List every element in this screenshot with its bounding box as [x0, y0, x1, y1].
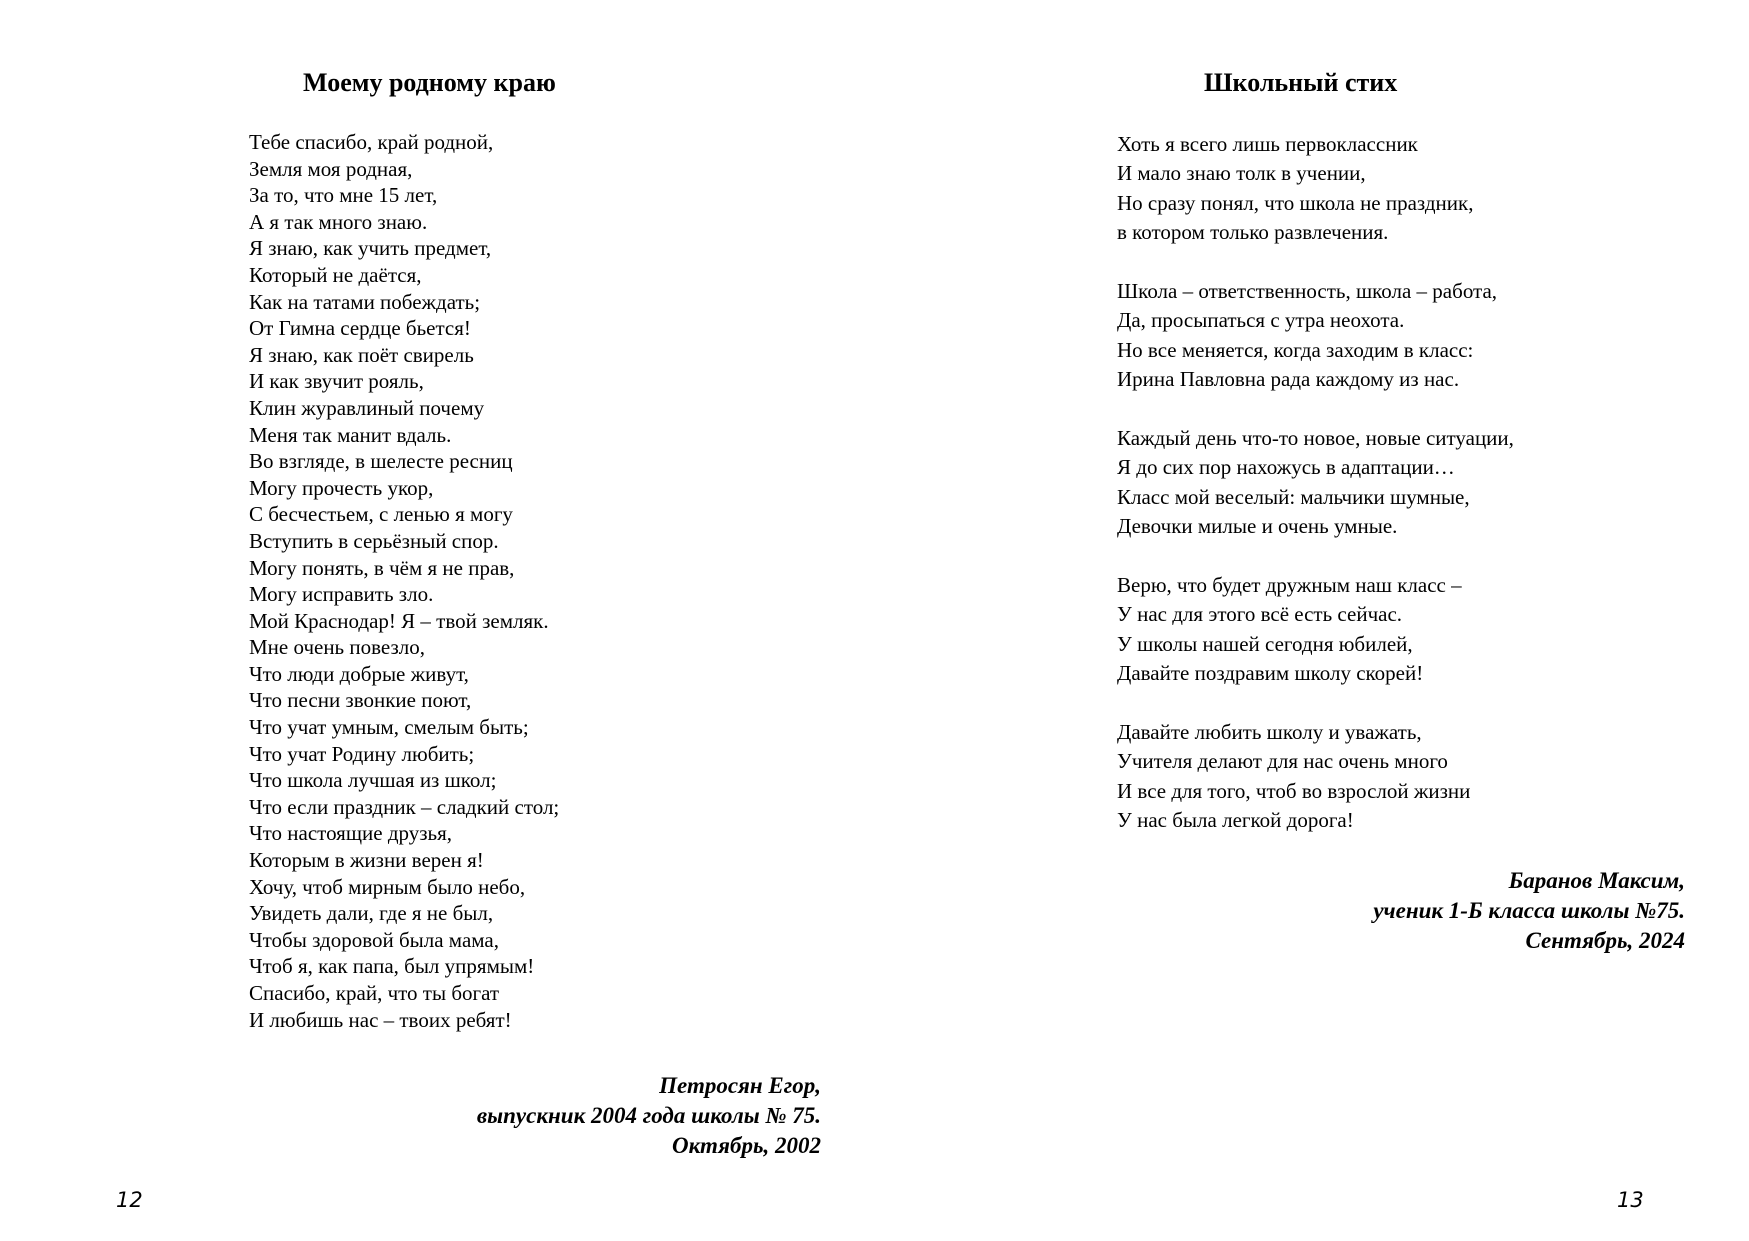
left-poem-line: За то, что мне 15 лет, [249, 183, 438, 208]
right-poem-line: У нас была легкой дорога! [1117, 807, 1354, 832]
right-page [874, 0, 1749, 1241]
left-poem-line: Тебе спасибо, край родной, [249, 130, 494, 154]
right-poem-line: Давайте поздравим школу скорей! [1117, 661, 1424, 686]
left-poem-line: С бесчестьем, с ленью я могу [249, 502, 513, 527]
right-signature-role: ученик 1-Б класса школы №75. [1373, 898, 1685, 923]
left-poem-line: Земля моя родная, [249, 156, 413, 181]
left-page [0, 0, 874, 1241]
left-signature [477, 1071, 821, 1161]
right-poem-line: в котором только развлечения. [1117, 220, 1389, 245]
right-page-number: 13 [1617, 1188, 1644, 1212]
left-poem-line: Могу понять, в чём я не прав, [249, 555, 515, 580]
left-poem-body [249, 129, 559, 1033]
left-poem-line: Могу исправить зло. [249, 582, 434, 607]
left-poem-line: Мой Краснодар! Я – твой земляк. [249, 608, 549, 633]
left-poem-line: Могу прочесть укор, [249, 475, 434, 500]
left-poem-line: Что учат умным, смелым быть; [249, 715, 529, 740]
left-poem-line: Хочу, чтоб мирным было небо, [249, 874, 526, 899]
left-poem-line: Чтобы здоровой была мама, [249, 927, 499, 952]
right-poem-line: Класс мой веселый: мальчики шумные, [1117, 484, 1470, 509]
right-poem-line: Каждый день что-то новое, новые ситуации, [1117, 425, 1514, 450]
right-poem-body [1117, 130, 1514, 835]
right-signature [1373, 866, 1685, 956]
left-poem-line: Которым в жизни верен я! [249, 848, 484, 873]
left-page-number: 12 [116, 1188, 143, 1212]
left-poem-line: Чтоб я, как папа, был упрямым! [249, 954, 535, 979]
right-signature-date: Сентябрь, 2024 [1525, 928, 1685, 953]
right-poem-line: У школы нашей сегодня юбилей, [1117, 631, 1413, 656]
right-poem-line: Ирина Павловна рада каждому из нас. [1117, 367, 1460, 392]
right-stanza-break [1117, 688, 1514, 717]
left-poem-line: А я так много знаю. [249, 209, 428, 234]
right-poem-line: И все для того, чтоб во взрослой жизни [1117, 778, 1471, 803]
left-poem-line: Что люди добрые живут, [249, 661, 469, 686]
left-signature-role: выпускник 2004 года школы № 75. [476, 1103, 821, 1128]
right-poem-line: Да, просыпаться с утра неохота. [1117, 308, 1405, 333]
left-poem-line: Я знаю, как поёт свирель [249, 342, 474, 367]
right-poem-line: Я до сих пор нахожусь в адаптации… [1117, 455, 1455, 480]
right-poem-line: И мало знаю толк в учении, [1117, 161, 1366, 186]
left-poem-line: Что школа лучшая из школ; [249, 768, 497, 793]
left-poem-line: Мне очень повезло, [249, 635, 426, 660]
left-poem-line: Что настоящие друзья, [249, 821, 453, 846]
left-poem-line: Клин журавлиный почему [249, 395, 485, 420]
left-poem-line: Спасибо, край, что ты богат [249, 981, 500, 1005]
right-stanza-break [1117, 395, 1514, 424]
left-poem-line: И как звучит рояль, [249, 369, 424, 394]
left-poem-line: Который не даётся, [249, 262, 422, 287]
left-signature-date: Октябрь, 2002 [672, 1133, 821, 1158]
right-stanza-break [1117, 541, 1514, 570]
right-poem-line: Девочки милые и очень умные. [1117, 514, 1398, 539]
right-poem-title: Школьный стих [1204, 68, 1398, 97]
left-signature-author: Петросян Егор, [659, 1073, 821, 1098]
left-poem-line: Что песни звонкие поют, [249, 688, 472, 713]
right-poem-line: Давайте любить школу и уважать, [1117, 719, 1422, 744]
left-poem-line: Как на татами побеждать; [249, 289, 481, 314]
right-poem-line: Учителя делают для нас очень много [1117, 749, 1448, 774]
right-poem-line: Школа – ответственность, школа – работа, [1117, 278, 1498, 303]
left-poem-line: Во взгляде, в шелесте ресниц [249, 449, 513, 474]
left-poem-line: Увидеть дали, где я не был, [249, 901, 494, 926]
right-stanza-break [1117, 248, 1514, 277]
left-poem-line: Вступить в серьёзный спор. [249, 528, 499, 553]
left-poem-line: Меня так манит вдаль. [249, 422, 452, 447]
left-poem-line: Что учат Родину любить; [249, 741, 475, 766]
right-poem-line: Но все меняется, когда заходим в класс: [1117, 337, 1474, 362]
right-poem-line: Но сразу понял, что школа не праздник, [1117, 190, 1474, 215]
right-signature-author: Баранов Максим, [1508, 868, 1685, 893]
right-poem-line: У нас для этого всё есть сейчас. [1117, 602, 1403, 627]
right-poem-line: Хоть я всего лишь первоклассник [1117, 132, 1418, 156]
right-poem-line: Верю, что будет дружным наш класс – [1117, 572, 1462, 597]
left-poem-line: Что если праздник – сладкий стол; [249, 794, 560, 819]
left-poem-line: И любишь нас – твоих ребят! [249, 1007, 512, 1032]
left-poem-title: Моему родному краю [303, 68, 556, 97]
left-poem-line: От Гимна сердце бьется! [249, 316, 471, 341]
left-poem-line: Я знаю, как учить предмет, [249, 236, 492, 261]
